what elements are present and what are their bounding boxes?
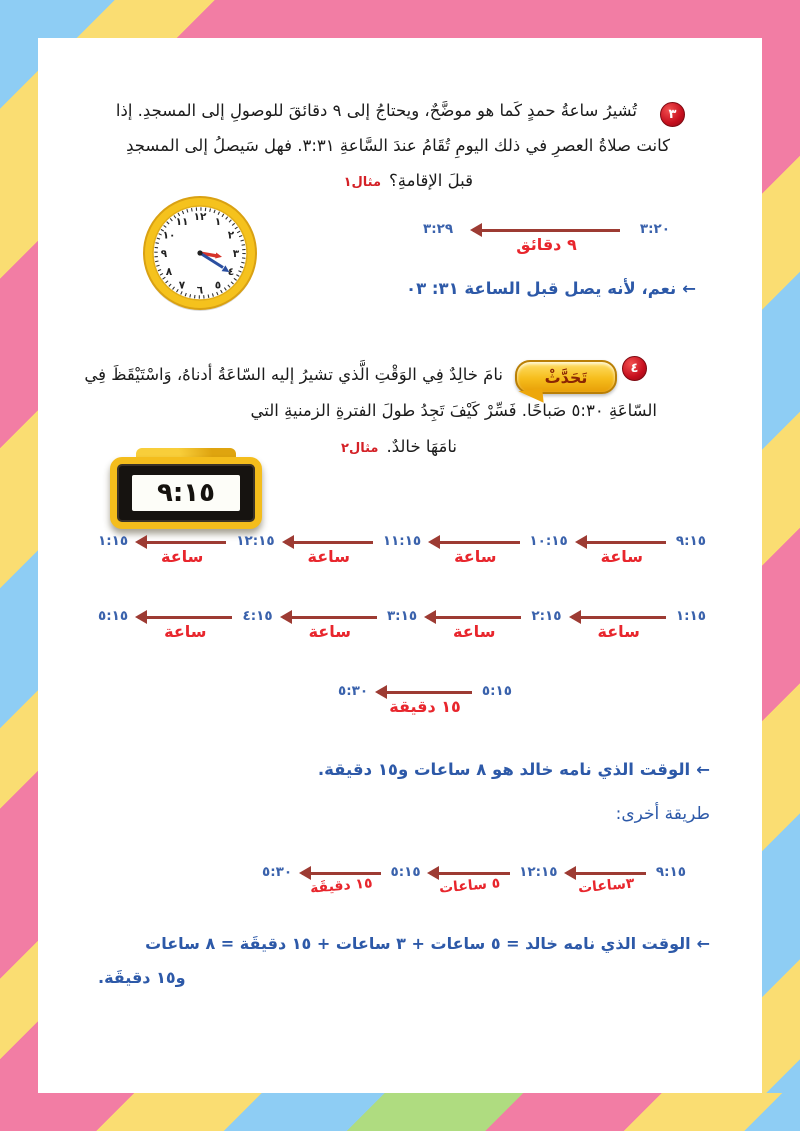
problem4-answer2-line1	[145, 934, 710, 953]
timeline-time: ٣:٢٩	[423, 221, 454, 237]
hour-label: ساعة	[164, 622, 207, 641]
problem4-number-badge	[622, 356, 647, 381]
clock-numeral-7: ٧	[178, 279, 186, 292]
hour-label: ساعة	[454, 547, 497, 566]
problem4-answer2-line1-text: الوقت الذي نامه خالد = ٥ ساعات + ٣ ساعات + ١٥ دقيقَة = ٨ ساعات	[145, 934, 691, 953]
problem3-number-badge	[660, 102, 685, 127]
timeline-segment	[134, 608, 236, 641]
problem4-number: ٤	[630, 361, 639, 376]
timeline-segment	[427, 533, 523, 566]
left-arrow-icon	[578, 541, 666, 544]
timeline-time: ٥:١٥	[481, 683, 512, 699]
timeline-segment	[279, 608, 381, 641]
duration-label: ١٥ دقيقَة	[309, 875, 374, 897]
frame-stripe-top	[0, 0, 800, 38]
digital-clock-frame	[110, 457, 262, 529]
timeline-time: ٥:٣٠	[338, 683, 369, 699]
timeline-time: ٥:١٥	[390, 864, 421, 880]
hour-label: ساعة	[600, 547, 643, 566]
timeline-segment	[423, 608, 525, 641]
problem3-number: ٣	[668, 107, 677, 122]
timeline-segment	[298, 864, 384, 897]
clock-numeral-11: ١١	[175, 215, 189, 228]
problem3-text-line1: تُشيرُ ساعةُ حمدٍ كَما هو موضَّحٌ، ويحتاجُ إلى ٩ دقائقَ للوصولِ إلى المسجدِ. إذا	[115, 101, 637, 120]
clock-center-pin	[197, 250, 202, 255]
clock-numeral-5: ٥	[214, 279, 222, 292]
timeline-time: ٥:١٥	[98, 608, 129, 624]
elapsed-timeline-row2	[98, 608, 706, 641]
hour-label: ساعة	[161, 547, 204, 566]
left-arrow-icon	[378, 691, 472, 694]
timeline-time: ٣:١٥	[386, 608, 418, 624]
problem3-answer	[406, 279, 696, 298]
answer-arrow-icon: ←	[682, 279, 696, 298]
timeline-time: ١:١٥	[675, 608, 706, 624]
example2-reference: مثال٢	[341, 441, 379, 456]
problem4-line3-text: نامَهَا خالدٌ.	[386, 437, 457, 456]
hour-label: ساعة	[597, 622, 640, 641]
left-arrow-icon	[572, 616, 666, 619]
other-method-heading: طريقة أخرى:	[615, 804, 710, 824]
duration-label: ٥ ساعات	[438, 875, 502, 897]
summary-timeline	[262, 864, 686, 897]
minutes-timeline	[338, 683, 512, 716]
problem3-line3-text: قبلَ الإقامةِ؟	[389, 171, 473, 190]
frame-stripe-bottom	[0, 1093, 800, 1131]
hour-label: ساعة	[453, 622, 496, 641]
clock-numeral-12: ١٢	[193, 211, 207, 223]
timeline-segment	[134, 533, 230, 566]
digital-clock-top-trim	[136, 448, 236, 457]
clock-numeral-9: ٩	[160, 248, 168, 260]
timeline-time: ٣:٢٠	[639, 221, 670, 237]
timeline-segment	[427, 864, 513, 897]
clock-numeral-4: ٤	[227, 266, 235, 278]
left-arrow-icon	[138, 616, 232, 619]
analog-clock	[140, 193, 260, 313]
timeline-time: ١:١٥	[97, 533, 129, 549]
problem4-answer1	[318, 760, 710, 779]
frame-stripe-left	[0, 0, 38, 1131]
problem3-text-line3	[336, 166, 473, 198]
timeline-time: ٩:١٥	[675, 533, 706, 549]
left-arrow-icon	[427, 616, 521, 619]
problem4-answer1-text: الوقت الذي نامه خالد هو ٨ ساعات و١٥ دقيقة.	[317, 760, 691, 779]
example1-reference: مثال١	[343, 175, 382, 190]
digital-clock	[110, 448, 262, 529]
left-arrow-icon	[138, 541, 226, 544]
timeline-segment	[374, 683, 476, 716]
timeline-time: ٢:١٥	[531, 608, 562, 624]
digital-clock-display: ٩:١٥	[132, 475, 240, 511]
answer-arrow-icon: ←	[696, 934, 710, 953]
timeline-time: ١٠:١٥	[529, 533, 568, 549]
timeline-time: ٤:١٥	[242, 608, 273, 624]
left-arrow-icon	[285, 541, 373, 544]
left-arrow-icon	[283, 616, 377, 619]
frame-stripe-right	[762, 0, 800, 1131]
problem4-answer2-line2: و١٥ دقيقَة.	[98, 968, 186, 987]
problem4-text-line2: السّاعَةِ ٥:٣٠ صَباحًا. فَسِّرْ كَيْفَ تَجِدُ طولَ الفترةِ الزمنيةِ التي	[250, 401, 657, 420]
timeline-segment	[467, 221, 627, 254]
hour-label: ساعة	[307, 547, 350, 566]
timeline-segment	[568, 608, 670, 641]
hour-label: ساعة	[308, 622, 351, 641]
problem3-text-line2: كانت صلاةُ العصرِ في ذلك اليومِ تُقَامُ عندَ السَّاعةِ ٣:٣١. فهل سَيصلُ إلى المسجدِ	[126, 136, 670, 155]
duration-label: ٩ دقائق	[516, 235, 577, 254]
content-page	[38, 38, 762, 1093]
left-arrow-icon	[431, 541, 519, 544]
problem3-timeline	[423, 221, 670, 254]
timeline-segment	[281, 533, 377, 566]
duration-label: ٣ساعات	[577, 875, 636, 897]
clock-numeral-3: ٣	[232, 248, 240, 260]
talk-bubble-label: تَحَدَّثْ	[544, 367, 588, 387]
timeline-time: ٩:١٥	[655, 864, 686, 880]
timeline-time: ١٢:١٥	[519, 864, 558, 880]
left-arrow-icon	[473, 229, 620, 232]
talk-bubble	[515, 360, 617, 394]
elapsed-timeline-row1	[98, 533, 706, 566]
clock-numeral-6: ٦	[196, 284, 204, 297]
timeline-time: ١٢:١٥	[236, 533, 275, 549]
analog-clock-face-icon	[140, 193, 260, 313]
timeline-segment	[563, 864, 649, 897]
timeline-time: ٥:٣٠	[262, 864, 293, 880]
duration-label: ١٥ دقيقة	[389, 697, 461, 716]
clock-numeral-2: ٢	[227, 229, 235, 242]
problem4-text-line1: نامَ خالِدٌ فِي الوَقْتِ الَّذي تشيرُ إليه السّاعَةُ أدناهُ، وَاسْتَيْقَظَ فِي	[84, 365, 503, 384]
timeline-segment	[574, 533, 670, 566]
clock-numeral-1: ١	[214, 215, 222, 228]
clock-numeral-8: ٨	[165, 266, 173, 278]
problem4-text-line3	[333, 432, 457, 464]
answer-arrow-icon: ←	[696, 760, 710, 779]
problem3-answer-text: نعم، لأنه يصل قبل الساعة ٣١: ٠٣	[406, 279, 677, 298]
clock-numeral-10: ١٠	[162, 229, 176, 242]
left-arrow-icon	[567, 872, 647, 875]
timeline-time: ١١:١٥	[382, 533, 422, 549]
